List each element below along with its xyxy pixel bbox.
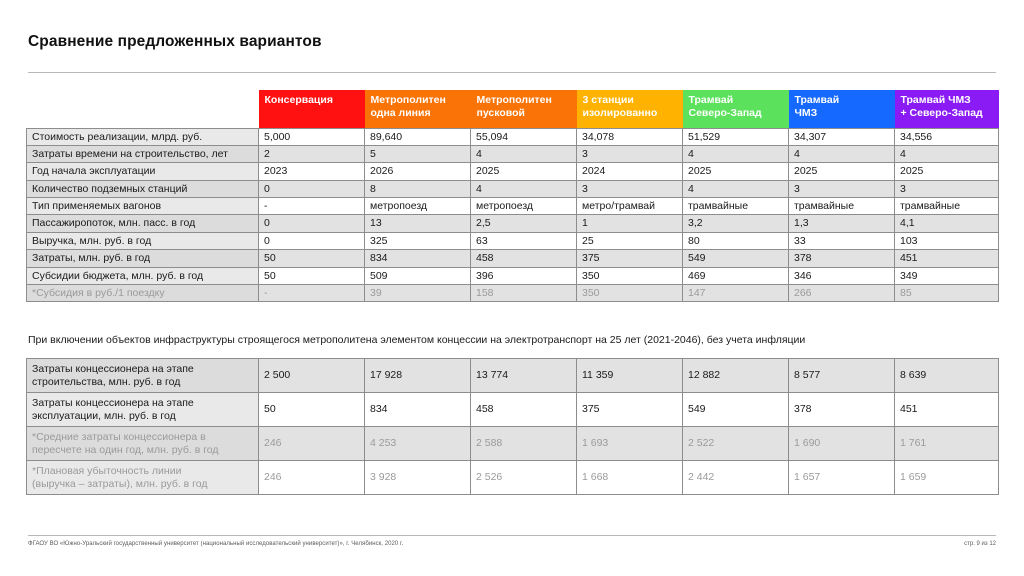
row-label — [27, 359, 259, 393]
option-header-metro-odna-liniya — [365, 90, 471, 128]
row-label-line2: (выручка – затраты), млн. руб. в год — [32, 477, 208, 490]
option-header-tramvay-severo-zapad — [683, 90, 789, 128]
row-label — [27, 461, 259, 495]
table-cell: 34,078 — [577, 128, 683, 145]
section-caption: При включении объектов инфраструктуры строящегося метрополитена элементом концессии на электротранспорт на 25 лет (2021-2046), без учета инфляции — [28, 334, 806, 346]
table-cell: 549 — [683, 250, 789, 267]
table-cell: 375 — [577, 393, 683, 427]
comparison-table-top-body — [27, 128, 999, 302]
table-cell: 2025 — [683, 163, 789, 180]
table-row — [27, 359, 999, 393]
concession-table-bottom-body — [27, 359, 999, 495]
table-cell: метро/трамвай — [577, 198, 683, 215]
header-corner-cell — [27, 90, 259, 128]
table-row — [27, 461, 999, 495]
table-cell: 34,556 — [895, 128, 999, 145]
table-cell: 3 928 — [365, 461, 471, 495]
table-cell: 25 — [577, 232, 683, 249]
table-cell: 549 — [683, 393, 789, 427]
option-label-line2: + Северо-Запад — [900, 107, 983, 120]
row-label-line1: *Плановая убыточность линии — [32, 465, 182, 478]
option-label-line1: Метрополитен — [476, 94, 552, 106]
table-cell: 2025 — [895, 163, 999, 180]
option-header-row — [27, 90, 999, 128]
row-label-line1: Затраты концессионера на этапе — [32, 397, 194, 410]
table-cell: 51,529 — [683, 128, 789, 145]
table-cell: метропоезд — [365, 198, 471, 215]
option-header-3-stancii — [577, 90, 683, 128]
table-row — [27, 250, 999, 267]
comparison-table-top — [26, 90, 999, 302]
table-row — [27, 427, 999, 461]
option-label-line1: Трамвай ЧМЗ — [900, 94, 971, 106]
table-cell: 13 — [365, 215, 471, 232]
table-cell: 2 588 — [471, 427, 577, 461]
table-cell: 0 — [259, 180, 365, 197]
table-cell: 378 — [789, 250, 895, 267]
row-label-line2: эксплуатации, млн. руб. в год — [32, 409, 176, 422]
table-row — [27, 163, 999, 180]
option-label-line2: ЧМЗ — [794, 107, 818, 120]
table-cell: 13 774 — [471, 359, 577, 393]
table-cell: 834 — [365, 393, 471, 427]
table-cell: 4 — [683, 145, 789, 162]
row-label: Субсидии бюджета, млн. руб. в год — [27, 267, 259, 284]
table-cell: 1 668 — [577, 461, 683, 495]
table-row — [27, 393, 999, 427]
table-row — [27, 267, 999, 284]
option-header-tramvay-chmz-severo-zapad — [895, 90, 999, 128]
row-label: Стоимость реализации, млрд. руб. — [27, 128, 259, 145]
table-cell: 103 — [895, 232, 999, 249]
table-cell: 378 — [789, 393, 895, 427]
table-cell: 50 — [259, 393, 365, 427]
table-cell: 4 — [895, 145, 999, 162]
table-cell: 2023 — [259, 163, 365, 180]
option-label-line1: Трамвай — [688, 94, 734, 106]
table-cell: 2 442 — [683, 461, 789, 495]
footer-page-number: стр. 9 из 12 — [964, 541, 996, 547]
row-label: Выручка, млн. руб. в год — [27, 232, 259, 249]
table-cell: 2025 — [471, 163, 577, 180]
table-cell: 63 — [471, 232, 577, 249]
table-cell: 0 — [259, 215, 365, 232]
table-row — [27, 198, 999, 215]
table-cell: 12 882 — [683, 359, 789, 393]
table-cell: 4 — [683, 180, 789, 197]
table-cell: 396 — [471, 267, 577, 284]
table-cell: 39 — [365, 284, 471, 301]
title-divider — [28, 72, 996, 73]
page-title: Сравнение предложенных вариантов — [28, 33, 322, 50]
table-cell: 4 — [471, 180, 577, 197]
table-cell: 8 577 — [789, 359, 895, 393]
option-header-metro-puskovoy — [471, 90, 577, 128]
option-label-line1: Метрополитен — [370, 94, 446, 106]
footer-divider — [28, 535, 996, 536]
table-cell: 2 — [259, 145, 365, 162]
table-cell: 5 — [365, 145, 471, 162]
table-cell: 346 — [789, 267, 895, 284]
table-cell: 2025 — [789, 163, 895, 180]
table-cell: 246 — [259, 461, 365, 495]
table-cell: 89,640 — [365, 128, 471, 145]
table-cell: 11 359 — [577, 359, 683, 393]
table-cell: 246 — [259, 427, 365, 461]
table-cell: трамвайные — [683, 198, 789, 215]
table-cell: 1,3 — [789, 215, 895, 232]
table-cell: 2 500 — [259, 359, 365, 393]
table-cell: 2024 — [577, 163, 683, 180]
row-label-line2: строительства, млн. руб. в год — [32, 375, 181, 388]
table-cell: 3 — [789, 180, 895, 197]
table-cell: 1 761 — [895, 427, 999, 461]
option-label-line2: одна линия — [370, 107, 431, 120]
table-cell: 5,000 — [259, 128, 365, 145]
table-cell: 2 526 — [471, 461, 577, 495]
table-cell: 8 — [365, 180, 471, 197]
table-cell: метропоезд — [471, 198, 577, 215]
table-cell: 85 — [895, 284, 999, 301]
table-cell: 147 — [683, 284, 789, 301]
table-cell: 4 253 — [365, 427, 471, 461]
table-cell: 158 — [471, 284, 577, 301]
table-cell: 50 — [259, 267, 365, 284]
table-cell: - — [259, 198, 365, 215]
option-label-line2: пусковой — [476, 107, 525, 120]
row-label-line1: *Средние затраты концессионера в — [32, 431, 206, 444]
table-cell: 375 — [577, 250, 683, 267]
table-cell: 17 928 — [365, 359, 471, 393]
table-row — [27, 145, 999, 162]
table-cell: 1 657 — [789, 461, 895, 495]
concession-table-bottom — [26, 358, 999, 495]
table-cell: 350 — [577, 284, 683, 301]
option-label-line2: Северо-Запад — [688, 107, 762, 120]
table-cell: 2,5 — [471, 215, 577, 232]
table-cell: трамвайные — [895, 198, 999, 215]
table-cell: 33 — [789, 232, 895, 249]
table-row — [27, 128, 999, 145]
table-cell: 1 659 — [895, 461, 999, 495]
row-label — [27, 393, 259, 427]
table-cell: 34,307 — [789, 128, 895, 145]
table-cell: 350 — [577, 267, 683, 284]
table-cell: 2 522 — [683, 427, 789, 461]
row-label-line2: пересчете на один год, млн. руб. в год — [32, 443, 219, 456]
table-cell: 3,2 — [683, 215, 789, 232]
option-label-line1: Трамвай — [794, 94, 840, 106]
table-cell: 4 — [789, 145, 895, 162]
table-cell: 1 — [577, 215, 683, 232]
table-cell: 3 — [577, 180, 683, 197]
table-cell: 3 — [577, 145, 683, 162]
table-cell: 349 — [895, 267, 999, 284]
table-cell: 4 — [471, 145, 577, 162]
table-cell: 451 — [895, 393, 999, 427]
table-row — [27, 284, 999, 301]
table-cell: 4,1 — [895, 215, 999, 232]
row-label: Затраты, млн. руб. в год — [27, 250, 259, 267]
table-cell: 469 — [683, 267, 789, 284]
table-cell: 451 — [895, 250, 999, 267]
table-cell: 458 — [471, 393, 577, 427]
row-label-line1: Затраты концессионера на этапе — [32, 363, 194, 376]
option-label-line2: изолированно — [582, 107, 658, 120]
option-header-tramvay-chmz — [789, 90, 895, 128]
table-cell: трамвайные — [789, 198, 895, 215]
footer-organization: ФГАОУ ВО «Южно-Уральский государственный университет (национальный исследовательский университет)», г. Челябинск, 2020 г. — [28, 541, 404, 547]
table-cell: 55,094 — [471, 128, 577, 145]
row-label: Год начала эксплуатации — [27, 163, 259, 180]
row-label: Тип применяемых вагонов — [27, 198, 259, 215]
option-label-line1: Консервация — [264, 94, 333, 106]
table-cell: 1 690 — [789, 427, 895, 461]
table-row — [27, 232, 999, 249]
table-cell: 8 639 — [895, 359, 999, 393]
table-cell: 458 — [471, 250, 577, 267]
row-label: *Субсидия в руб./1 поездку — [27, 284, 259, 301]
table-cell: 325 — [365, 232, 471, 249]
table-cell: 509 — [365, 267, 471, 284]
table-cell: 1 693 — [577, 427, 683, 461]
option-label-line1: 3 станции — [582, 94, 634, 106]
row-label — [27, 427, 259, 461]
row-label: Затраты времени на строительство, лет — [27, 145, 259, 162]
row-label: Количество подземных станций — [27, 180, 259, 197]
option-header-konservaciya — [259, 90, 365, 128]
table-cell: - — [259, 284, 365, 301]
table-row — [27, 215, 999, 232]
table-cell: 834 — [365, 250, 471, 267]
table-cell: 3 — [895, 180, 999, 197]
table-cell: 50 — [259, 250, 365, 267]
table-cell: 80 — [683, 232, 789, 249]
table-cell: 0 — [259, 232, 365, 249]
table-cell: 2026 — [365, 163, 471, 180]
row-label: Пассажиропоток, млн. пасс. в год — [27, 215, 259, 232]
table-cell: 266 — [789, 284, 895, 301]
table-row — [27, 180, 999, 197]
